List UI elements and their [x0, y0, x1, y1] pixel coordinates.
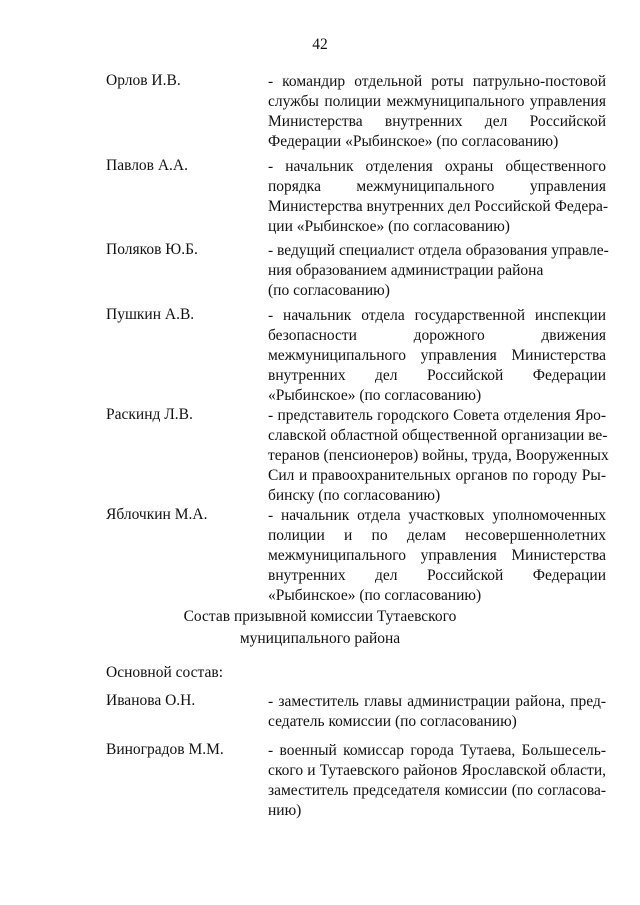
- description-line: внутренних дел Российской Федерации: [268, 567, 606, 584]
- member-name: Виноградов М.М.: [106, 741, 224, 758]
- description-line: межмуниципального управления Министерства: [268, 347, 606, 364]
- member-description: [268, 692, 606, 732]
- description-line: славской областной общественной организации ве-: [268, 427, 608, 444]
- person-name: Орлов И.В.: [106, 72, 181, 89]
- description-line: Министерства внутренних дел Российской: [268, 113, 606, 130]
- description-line: - представитель городского Совета отделения Яро-: [268, 407, 606, 424]
- description-line: «Рыбинское» (по согласованию): [268, 387, 482, 404]
- person-description: [268, 72, 606, 152]
- description-line: нию): [268, 802, 302, 819]
- description-line: «Рыбинское» (по согласованию): [268, 587, 482, 604]
- description-line: Федерации «Рыбинское» (по согласованию): [268, 133, 559, 150]
- page-number: 42: [312, 36, 328, 53]
- section-title-line: муниципального района: [239, 630, 401, 647]
- description-line: - начальник отделения охраны общественного: [268, 158, 606, 175]
- description-line: - заместитель главы администрации района, пред-: [268, 693, 606, 710]
- description-line: полиции и по делам несовершеннолетних: [268, 527, 606, 544]
- member-description: [268, 741, 606, 821]
- description-line: бинску (по согласованию): [268, 487, 441, 504]
- description-line: внутренних дел Российской Федерации: [268, 367, 606, 384]
- person-description: [268, 241, 609, 301]
- person-name: Раскинд Л.В.: [106, 406, 193, 423]
- member-name: Иванова О.Н.: [106, 692, 196, 709]
- description-line: ского и Тутаевского районов Ярославской области,: [268, 762, 606, 779]
- person-name: Яблочкин М.А.: [106, 506, 208, 523]
- description-line: ции «Рыбинское» (по согласованию): [268, 218, 510, 235]
- section-title-line: Состав призывной комиссии Тутаевского: [183, 608, 457, 625]
- description-line: ния образованием администрации района: [268, 262, 544, 279]
- person-name: Павлов А.А.: [106, 157, 189, 174]
- person-description: [268, 506, 606, 606]
- description-line: службы полиции межмуниципального управления: [268, 93, 606, 110]
- section-subheading: Основной состав:: [106, 664, 224, 681]
- description-line: Сил и правоохранительных органов по городу Ры-: [268, 467, 606, 484]
- description-line: (по согласованию): [268, 282, 390, 299]
- description-line: Министерства внутренних дел Российской Федера-: [268, 198, 609, 215]
- description-line: межмуниципального управления Министерства: [268, 547, 606, 564]
- description-line: теранов (пенсионеров) войны, труда, Вооруженных: [268, 447, 609, 464]
- person-description: [268, 157, 609, 237]
- description-line: - начальник отдела участковых уполномоченных: [268, 507, 606, 524]
- description-line: - командир отдельной роты патрульно-постовой: [268, 73, 606, 90]
- description-line: седатель комиссии (по согласованию): [268, 713, 517, 730]
- description-line: - начальник отдела государственной инспекции: [268, 307, 606, 324]
- person-description: [268, 406, 609, 506]
- description-line: порядка межмуниципального управления: [268, 178, 606, 195]
- description-line: - ведущий специалист отдела образования управле-: [268, 242, 609, 259]
- description-line: безопасности дорожного движения: [268, 327, 606, 344]
- description-line: заместитель председателя комиссии (по согласова-: [268, 782, 606, 799]
- person-name: Поляков Ю.Б.: [106, 241, 198, 258]
- description-line: - военный комиссар города Тутаева, Большесель-: [268, 742, 606, 759]
- person-name: Пушкин А.В.: [106, 306, 195, 323]
- person-description: [268, 306, 606, 406]
- section-title: [0, 606, 640, 650]
